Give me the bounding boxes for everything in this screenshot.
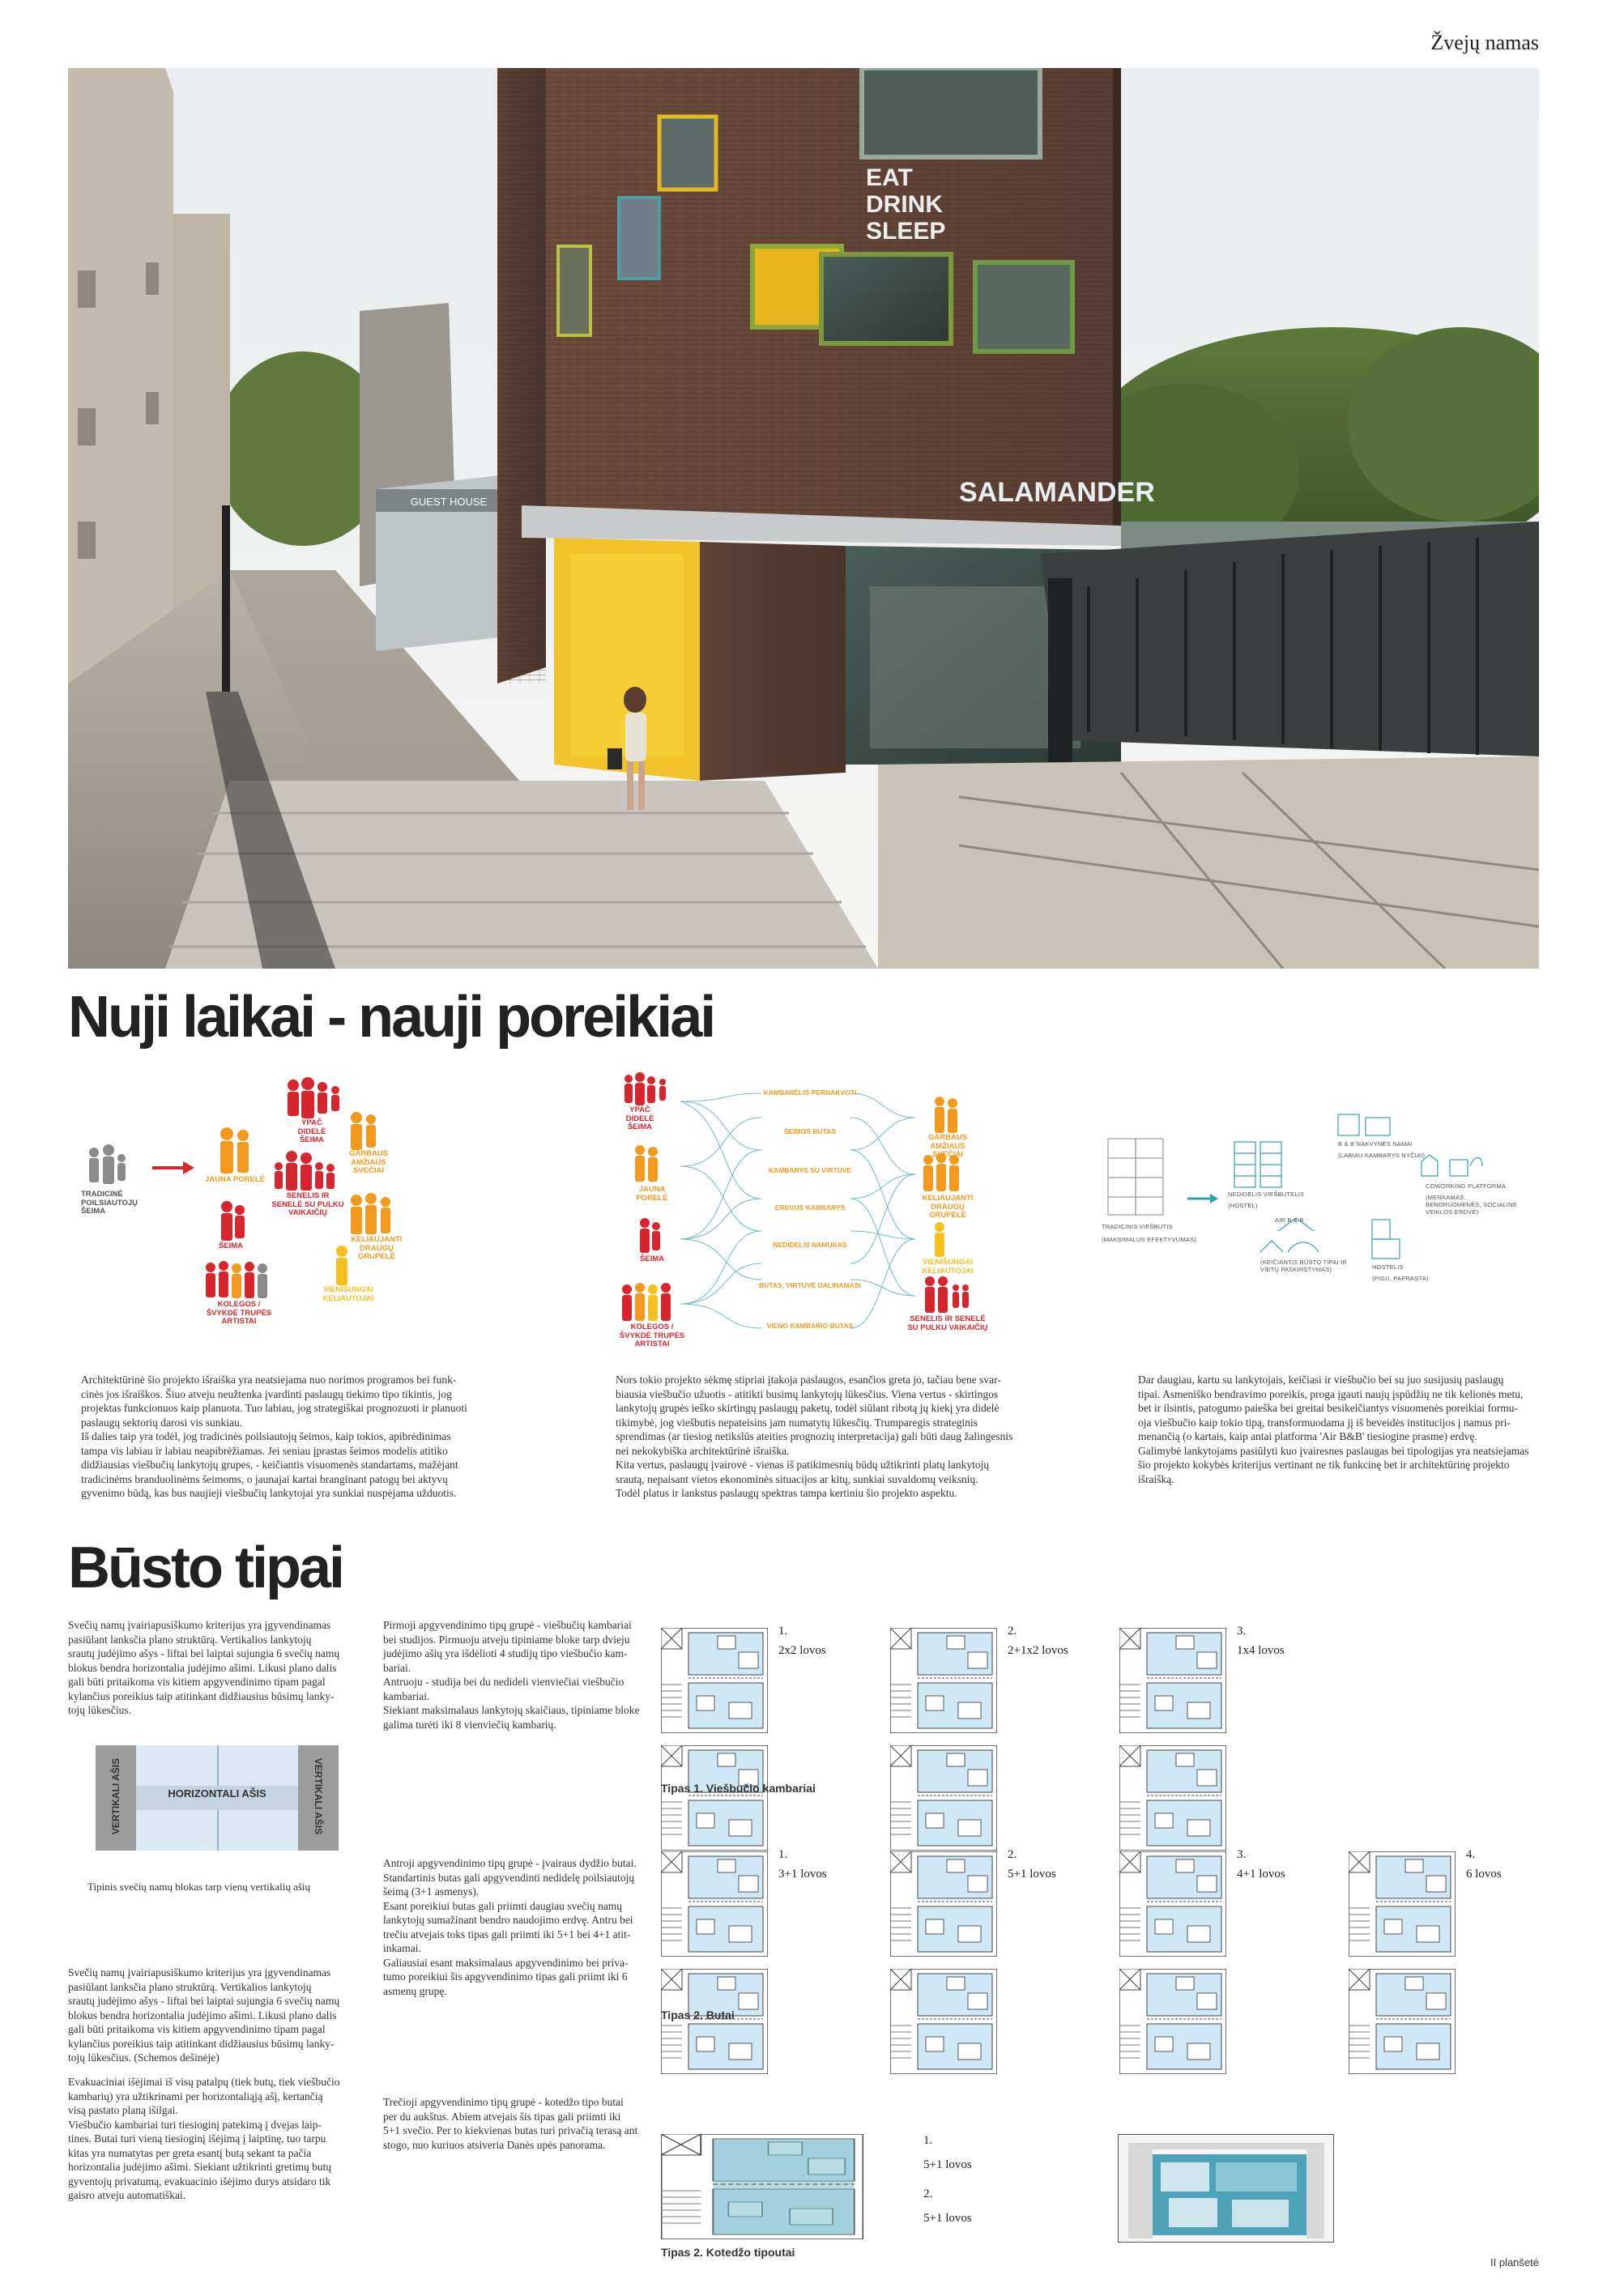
text-line: kambariai. — [383, 1689, 430, 1702]
sign-drink: DRINK — [866, 191, 943, 218]
cottage-section-view — [1118, 2134, 1334, 2243]
plan-number: 3. — [1237, 1625, 1247, 1638]
section-title-housing-types: Būsto tipai — [68, 1536, 343, 1600]
label-ypac-didele-seima: YPAČ DIDELĖ ŠEIMA — [297, 1118, 326, 1144]
plan-beds-label: 1x4 lovos — [1237, 1644, 1285, 1657]
text-line: Todėl platus ir lankstus paslaugų spektras tampa kertiniu šio projekto aspektu. — [616, 1487, 957, 1499]
plan-number: 1. — [778, 1625, 788, 1638]
text-line: Galiausiai esant maksimalaus apgyvendinimo bei priva- — [383, 1956, 629, 1969]
text-line: tojų lūkesčius. (Schemos dešinėje) — [68, 2051, 220, 2064]
text-line: lankytojų sumažinant bendro naudojimo erdvę. Antru bei — [383, 1914, 633, 1926]
text-line: kylančius poreikius taip atitinkant didžiausius būsimų lanky- — [68, 2037, 335, 2050]
scheme-caption: Tipinis svečių namų blokas tarp vienų vertikalių ašių — [87, 1881, 311, 1893]
text-line: per du aukštus. Abiem atvejais šis tipas gali priimti iki — [383, 2110, 621, 2123]
label-garbaus-amziaus: GARBAUS AMŽIAUS SVEČIAI — [348, 1149, 389, 1175]
block-scheme — [96, 1745, 339, 1851]
text-line: išraišką. — [1138, 1472, 1174, 1485]
need-item-5: NEDIDELIS NAMUKAS — [773, 1241, 847, 1249]
d3-hostelis-sub: (PIGU, PAPRASTA) — [1372, 1275, 1429, 1282]
plan-number: 4. — [1466, 1848, 1476, 1861]
diagram-needs-matching — [616, 1069, 988, 1352]
text-line: Siekiant maksimalaus lankytojų skaičiaus, tipiniame bloke — [383, 1704, 640, 1716]
label-kolegos: KOLEGOS /ŠVYKDĖ TRUPĖS ARTISTAI — [206, 1300, 272, 1326]
text-line: blokus bendra horizontalia judėjimo ašimi. Likusi plano dalis — [68, 2008, 337, 2021]
plan-number: 2. — [923, 2187, 933, 2200]
d3-bb: B & B NAKVYNĖS NAMAI — [1338, 1140, 1413, 1148]
plan-beds-label: 5+1 lovos — [923, 2212, 972, 2225]
text-line: galima turėti iki 8 vienviečių kambarių. — [383, 1718, 556, 1731]
text-line: stogo, nuo kuriuos atsiveria Danės upės panorama. — [383, 2138, 606, 2151]
plan-beds-label: 2+1x2 lovos — [1008, 1644, 1068, 1657]
text-line: Iš dalies taip yra todėl, jog tradicinės poilsiautojų šeimos, kaip tokios, apibrėdinimas — [81, 1430, 451, 1442]
text-line: tipai. Asmeniško bendravimo poreikis, proga įgauti naujų įspūdžių ne tik kelionės metu, — [1138, 1387, 1524, 1400]
text-line: Kita vertus, paslaugų įvairovė - vienas iš patikimesnių būdų užtikrinti platų lankytojų — [616, 1459, 990, 1471]
text-line: bariai. — [383, 1661, 411, 1674]
text-line: gyvenimo būdą, kas bus naujieji viešbučių lankytojai yra sunkiai nuspėjama užduotis. — [81, 1487, 457, 1499]
need-item-1: KAMBARĖLIS PERNAKVOTI — [763, 1088, 857, 1097]
text-line: šio projekto kokybės kriterijus vertinant ne tik funkcinę bet ir architektūrinę projekto — [1138, 1459, 1510, 1471]
text-line: tojų lūkesčius. — [68, 1704, 131, 1716]
vertical-axis-label-right: VERTIKALI AŠIS — [313, 1757, 324, 1835]
text-column-1 — [81, 1373, 535, 1501]
text-line: biausia viešbučio užuotis - atitikti busimų lankytojų lūkesčius. Viena vertus - skirtingos — [616, 1387, 999, 1400]
guesthouse-sign: GUEST HOUSE — [410, 496, 488, 508]
plan-number: 1. — [923, 2134, 933, 2147]
text-line: projektas funkcionuos kaip planuota. Tuo labiau, jog strategiškai prognozuoti ir planuoti — [81, 1402, 467, 1414]
d2-label-jauna: JAUNA PORELĖ — [636, 1185, 668, 1203]
tipas1-label: Tipas 1. Viešbučio kambariai — [661, 1782, 816, 1795]
text-line: gali būti pritaikoma vis kitiem apgyvendinimo tipam pagal — [68, 2023, 326, 2035]
sign-eat: EAT — [866, 164, 913, 191]
text-line: Svečių namų įvairiapusiškumo kriterijus yra įgyvendinamas — [68, 1966, 331, 1979]
plan-beds-label: 5+1 lovos — [1008, 1868, 1056, 1881]
d3-nedidelis: NEDIDELIS VIEŠBUTĖLIS — [1228, 1191, 1305, 1198]
hero-rendering — [68, 68, 1539, 969]
text-line: Standartinis butas gali apgyvendinti nedidelę poilsiautojų — [383, 1871, 635, 1884]
text-line: didžiausias viešbučių lankytojų grupes, - keičiantis visuomenės standartams, mažėjant — [81, 1459, 458, 1471]
text-line: menančią (o kartais, kaip antai platforma 'Air B&B' tiesiogine prasme) erdvę. — [1138, 1430, 1477, 1442]
text-line: 5+1 svečio. Per to kiekvienas butas turi privačią terasą ant — [383, 2124, 638, 2136]
text-line: Nors tokio projekto sėkmę stipriai įtakoja paslaugos, esančios greta jo, tačiau bene svar- — [616, 1374, 1001, 1386]
plan-beds-label: 3+1 lovos — [778, 1868, 827, 1881]
d2-label-kolegos: KOLEGOS /ŠVYKDĖ TRUPĖS ARTISTAI — [619, 1323, 685, 1348]
text-line: šeimą (3+1 asmenys). — [383, 1885, 480, 1898]
text-line: Pirmoji apgyvendinimo tipų grupė - viešbučių kambariai — [383, 1619, 632, 1631]
text-line: gali būti pritaikoma vis kitiem apgyvendinimo tipam pagal — [68, 1676, 326, 1688]
plan-beds-label: 4+1 lovos — [1237, 1868, 1285, 1881]
text-column-3 — [1138, 1373, 1543, 1486]
text-line: Antruoju - studija bei du nedideli vienviečiai viešbučio — [383, 1676, 624, 1688]
text-line: kambarių) yra užtikrinami per horizontaliąją ašį, kertančią — [68, 2089, 323, 2102]
text-line: Evakuaciniai išėjimai iš visų patalpų (tiek butų, tiek viešbučio — [68, 2076, 340, 2088]
horizontal-axis-label: HORIZONTALI AŠIS — [168, 1787, 266, 1800]
label-senelis: SENELIS IR SENELĖ SU PULKU VAIKAIČIŲ — [271, 1191, 344, 1217]
text-line: tradicinėms branduolinėms šeimoms, o jaunajai kartai branginant patogų bei aktyvų — [81, 1472, 448, 1485]
floor-plan — [1119, 1628, 1226, 1851]
text-line: bet ir ilsintis, patogumo paieška bei greitai besikeičiantys visuomenės poreikiai formu- — [1138, 1402, 1519, 1414]
d3-coworking: COWORKING PLATFORMA — [1426, 1182, 1507, 1190]
label-vienisiai: VIENIŠUNGAI KELIAUTOJAI — [322, 1285, 374, 1303]
need-item-7: VIENO KAMBARIO BUTAS — [766, 1322, 854, 1330]
need-item-6: BUTAS, VIRTUVĖ DALINAMASI — [759, 1281, 861, 1289]
text-line: tumo poreikiui šis apgyvendinimo tipas gali priimt iki 6 — [383, 1970, 628, 1983]
plan-number: 3. — [1237, 1848, 1247, 1861]
tipas2-label: Tipas 2. Butai — [661, 2008, 735, 2021]
text-line: tikimybė, jog viešbutis nepateisins jam numatytų lūkesčių. Trumparegis strateginis — [616, 1416, 978, 1429]
plan-number: 2. — [1008, 1625, 1017, 1638]
d3-bb-sub: (LABIAU KAMBARYS NYČIAI) — [1338, 1152, 1426, 1159]
text-line: tampa vis labiau ir labiau neapibrėžiamas. Jei seniau įprastas šeimos modelis atitiko — [81, 1444, 448, 1457]
d3-tradicinis-sub: (MAKSIMALUS EFEKTYVUMAS) — [1102, 1236, 1196, 1243]
text-line: Antroji apgyvendinimo tipų grupė - įvairaus dydžio butai. — [383, 1857, 637, 1869]
text-line: srautų judėjimo ašys - liftai bei laiptai sujungia 6 svečių namų — [68, 1995, 340, 2007]
text-line: kitas yra numatytas per greta esantį butą sekant ta pačia — [68, 2146, 312, 2159]
label-seima: ŠEIMA — [218, 1242, 244, 1250]
sign-sleep: SLEEP — [866, 218, 946, 245]
floor-plan — [890, 1851, 997, 2074]
text-line: oja viešbučio kaip tokio tipą, transformuodama jį iš beveidės institucijos į namus pri- — [1138, 1416, 1511, 1429]
text-line: Trečioji apgyvendinimo tipų grupė - kotedžo tipo butai — [383, 2096, 624, 2108]
d3-hostelis: HOSTELIS — [1372, 1263, 1404, 1271]
sheet-title: Žvejų namas — [1430, 31, 1539, 54]
text-line: srautą, nepaisant vietos ekonominės situacijos ar kitų, sunkiai suvaldomų veiksnių. — [616, 1472, 978, 1485]
text-line: Svečių namų įvairiapusiškumo kriterijus yra įgyvendinamas — [68, 1619, 331, 1631]
text-line: paslaugų sektorių darosi vis sunkiau. — [81, 1416, 243, 1429]
text-line: pasiūlant lanksčia plano struktūrą. Vertikalios lankytojų — [68, 1633, 312, 1646]
d3-tradicinis: TRADICINIS VIEŠBUTIS — [1102, 1223, 1173, 1230]
vertical-axis-label-left: VERTIKALI AŠIS — [110, 1757, 121, 1835]
d3-coworking-sub: (MENKAMAS, BENDRUOMENĖS, SOCIALINĖ VEIKLOS ERDVĖ) — [1426, 1194, 1517, 1216]
plan-number: 1. — [778, 1848, 788, 1861]
d2-label-senelis: SENELIS IR SENELĖ SU PULKU VAIKAIČIŲ — [907, 1314, 988, 1332]
d3-airbb-sub: (KEIČIANTIS BŪSTO TIPAI IR VIETŲ PASKIRSTYMAS) — [1260, 1259, 1347, 1273]
d2-label-garbaus: GARBAUS AMŽIAUS SVEČIAI — [927, 1133, 968, 1159]
floor-plan — [661, 1851, 768, 2074]
sign-salamander: SALAMANDER — [959, 477, 1155, 508]
d3-nedidelis-sub: (HOSTEL) — [1228, 1202, 1258, 1209]
paragraph-flex-structure — [68, 1966, 360, 2065]
tipas3-label: Tipas 2. Kotedžo tipoutai — [661, 2246, 795, 2259]
label-keliaujanti: KELIAUJANTI DRAUGŲ GRUPELĖ — [351, 1235, 403, 1261]
intro-paragraph — [68, 1618, 360, 1718]
section-title-new-needs: Nuji laikai - nauji poreikiai — [68, 985, 714, 1050]
plan-beds-label: 2x2 lovos — [778, 1644, 826, 1657]
plan-number: 2. — [1008, 1848, 1017, 1861]
text-line: cinės jos išraiškos. Šiuo atveju neužtenka įvardinti paslaugų tiekimo tipo tikintis, jog — [81, 1387, 452, 1400]
text-line: gaisro atveju automatiškai. — [68, 2189, 186, 2201]
text-line: Galimybė lankytojams pasiūlyti kuo įvairesnes paslaugas bei tipologijas yra neatsiejamas — [1138, 1444, 1529, 1457]
text-line: trečiu atvejais toks tipas gali priimti iki 5+1 bei 4+1 atit- — [383, 1928, 631, 1940]
text-line: Viešbučio kambariai turi tiesioginį patekimą į dvejas laip- — [68, 2118, 322, 2131]
text-line: inkamai. — [383, 1942, 421, 1954]
text-line: tines. Butai turi vieną tiesioginį išėjimą į laiptinę, tuo tarpu — [68, 2132, 326, 2145]
text-line: visą pastato planą išilgai. — [68, 2104, 178, 2116]
text-line: pasiūlant lanksčia plano struktūrą. Vertikalios lankytojų — [68, 1980, 312, 1993]
floor-plan-cottage — [661, 2134, 863, 2243]
floor-plan — [1119, 1851, 1226, 2074]
floor-plan — [1349, 1851, 1456, 2074]
text-line: lankytojų grupės ieško skirtingų paslaugų paketų, todėl siūlant ribotą jų kiekį yra didelė — [616, 1402, 1000, 1414]
label-traditional-family: TRADICINĖ POILSIAUTOJŲ ŠEIMA — [81, 1190, 139, 1216]
text-line: bei studijos. Pirmuoju atveju tipiniame bloke tarp dvieju — [383, 1633, 630, 1646]
label-jauna-porele: JAUNA PORELĖ — [204, 1175, 266, 1184]
text-line: srautų judėjimo ašys - liftai bei laiptai sujungia 6 svečių namų — [68, 1647, 340, 1659]
text-line: sprendimas (ar tiesiog netikslūs ateities prognozių interpretacija) gali būti daug žalingesnis — [616, 1430, 1013, 1442]
d2-label-ypac: YPAČ DIDELĖ ŠEIMA — [625, 1105, 654, 1131]
text-line: blokus bendra horizontalia judėjimo ašimi. Likusi plano dalis — [68, 1661, 337, 1674]
need-item-3: KAMBARYS SU VIRTUVE — [768, 1166, 852, 1174]
paragraph-evacuation — [68, 2075, 360, 2203]
text-line: Esant poreikiui butas gali priimti daugiau svečių namų — [383, 1899, 623, 1912]
text-line: judėjimo ašių yra išdėlioti 4 studijų tipo viešbučio kam- — [383, 1647, 628, 1659]
text-column-2 — [616, 1373, 1069, 1501]
text-line: gyventojų privatumą, evakuacinio išėjimo durys atsidaro tik — [68, 2175, 331, 2187]
sheet-number: II planšetė — [1490, 2256, 1539, 2268]
plan-beds-label: 6 lovos — [1466, 1868, 1502, 1881]
text-line: Architektūrinė šio projekto išraiška yra neatsiejama nuo norimos programos bei funk- — [81, 1374, 457, 1386]
diagram-hotel-typologies — [1102, 1110, 1523, 1296]
need-item-4: ERDVUS KAMBARYS — [774, 1203, 846, 1212]
d3-airbb: AIR B & B — [1275, 1216, 1304, 1224]
text-line: horizontalia judėjimo ašimi. Siekiant užtikrinti gretimų butų — [68, 2161, 332, 2173]
d2-label-vienisiai: VIENIŠUNGAI KELIAUTOJAI — [922, 1258, 974, 1276]
type1-description — [383, 1618, 659, 1732]
d2-label-seima: ŠEIMA — [639, 1254, 665, 1263]
diagram-visitor-groups — [81, 1069, 535, 1336]
floor-plan — [890, 1628, 997, 1851]
d2-label-keliaujanti: KELIAUJANTI DRAUGŲ GRUPELĖ — [922, 1194, 974, 1220]
floor-plan — [661, 1628, 768, 1851]
type3-description — [383, 2095, 659, 2152]
text-line: nei nekokybiška architektūrinė išraiška. — [616, 1444, 790, 1457]
type2-description — [383, 1856, 659, 1998]
need-item-2: ŠEIMOS BUTAS — [783, 1127, 837, 1135]
text-line: Dar daugiau, kartu su lankytojais, keičiasi ir viešbučio bei su juo susijusių paslaugų — [1138, 1374, 1504, 1386]
text-line: asmenų grupę. — [383, 1984, 447, 1997]
plan-beds-label: 5+1 lovos — [923, 2158, 972, 2171]
text-line: kylančius poreikius taip atitinkant didžiausius būsimų lanky- — [68, 1689, 335, 1702]
